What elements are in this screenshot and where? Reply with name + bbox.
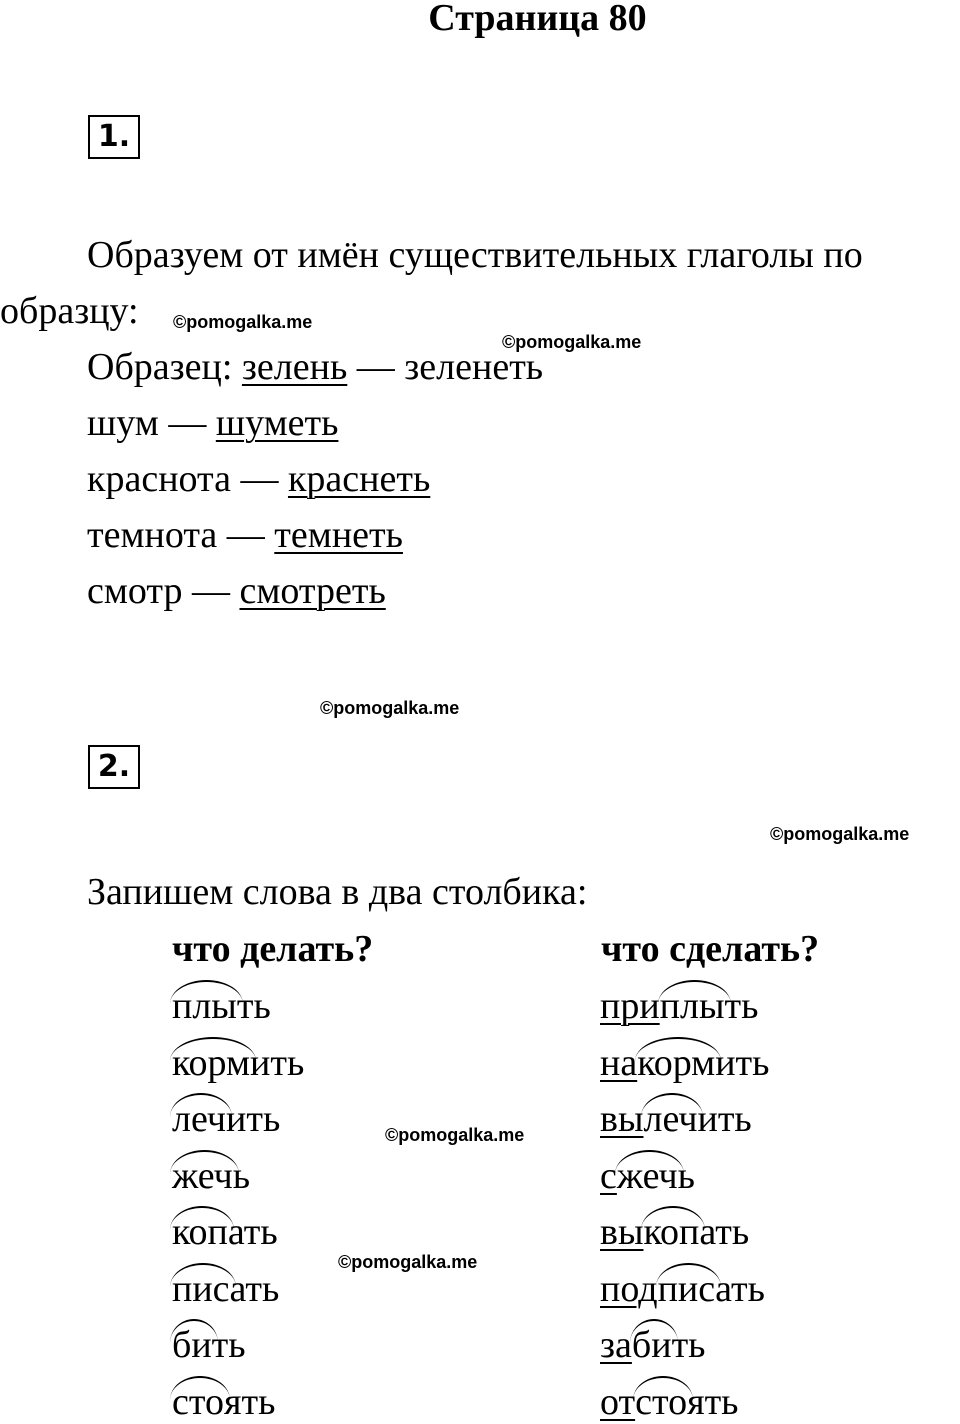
watermark: ©pomogalka.me [173,312,313,332]
word-imperfective [172,1267,279,1311]
task-2-number: 2. [88,745,140,789]
verb: темнеть [274,514,403,556]
dash: — [191,570,230,612]
ending: ть [236,985,271,1027]
sample-label: Образец: [87,346,233,388]
prefix: при [600,985,660,1027]
root: сто [635,1380,688,1423]
word-perfective [600,1380,739,1424]
sample-line [87,345,543,389]
verb: шуметь [215,402,339,444]
verb: смотреть [239,570,386,612]
ending: ять [687,1380,739,1423]
prefix: вы [600,1098,644,1140]
dash: — [356,346,395,388]
root: леч [172,1098,226,1140]
sample-verb: зеленеть [404,346,544,388]
noun-verb-pair [87,569,386,613]
ending: ать [699,1211,750,1253]
word-perfective [600,1210,749,1254]
column-header-1: что делать? [172,928,374,970]
noun: краснота [87,458,231,500]
root: би [172,1324,212,1366]
ending: ать [229,1267,280,1310]
prefix: с [600,1154,617,1197]
dash: — [240,458,279,500]
word-imperfective [172,1097,280,1141]
root: пис [172,1267,230,1310]
ending: ть [724,985,759,1027]
ending: ить [697,1098,752,1140]
ending: ить [250,1041,305,1084]
ending: ить [226,1098,281,1140]
ending: ь [677,1154,696,1197]
noun: темнота [87,514,218,556]
watermark: ©pomogalka.me [338,1252,478,1272]
root: пис [657,1267,716,1310]
word-perfective [600,1154,695,1198]
noun: шум [87,402,159,444]
sample-noun: зелень [241,346,348,388]
watermark: ©pomogalka.me [502,332,642,352]
dash: — [168,402,207,444]
watermark: ©pomogalka.me [320,698,460,718]
root: жеч [172,1154,233,1197]
noun-verb-pair [87,513,403,557]
root: корм [637,1041,716,1084]
ending: ять [223,1380,276,1423]
ending: ть [211,1324,246,1366]
task-1-intro-line2: образцу: [0,290,139,332]
prefix: на [600,1041,638,1084]
word-imperfective [172,1323,246,1367]
task-1-number: 1. [88,115,140,159]
root: сто [172,1380,224,1423]
task-2-intro: Запишем слова в два столбика: [87,871,588,913]
root: плы [172,985,237,1027]
ending: ать [715,1267,765,1310]
word-imperfective [172,1154,250,1198]
word-perfective [600,1267,765,1311]
word-imperfective [172,984,271,1028]
word-perfective [600,1097,752,1141]
noun-verb-pair [87,401,338,445]
root: корм [172,1041,251,1084]
ending: ать [227,1211,278,1253]
word-perfective [600,1041,770,1085]
watermark: ©pomogalka.me [770,824,910,844]
ending: ь [232,1154,251,1197]
word-perfective [600,1323,706,1367]
ending: ить [715,1041,770,1084]
noun: смотр [87,570,183,612]
verb: краснеть [287,458,431,500]
word-perfective [600,984,758,1028]
page-title: Страница 80 [428,0,647,39]
root: би [631,1324,672,1366]
word-imperfective [172,1210,278,1254]
word-imperfective [172,1041,304,1085]
root: коп [172,1211,228,1253]
root: коп [643,1211,700,1253]
prefix: от [600,1380,636,1423]
task-1-intro-line1: Образуем от имён существительных глаголы по [87,234,863,276]
watermark: ©pomogalka.me [385,1125,525,1145]
prefix: за [600,1324,632,1366]
root: плы [659,985,725,1027]
root: жеч [616,1154,678,1197]
noun-verb-pair [87,457,430,501]
prefix: под [600,1267,658,1310]
ending: ть [671,1324,706,1366]
column-header-2: что сделать? [601,928,820,970]
word-imperfective [172,1380,275,1424]
prefix: вы [600,1211,644,1253]
dash: — [226,514,265,556]
root: леч [643,1098,698,1140]
